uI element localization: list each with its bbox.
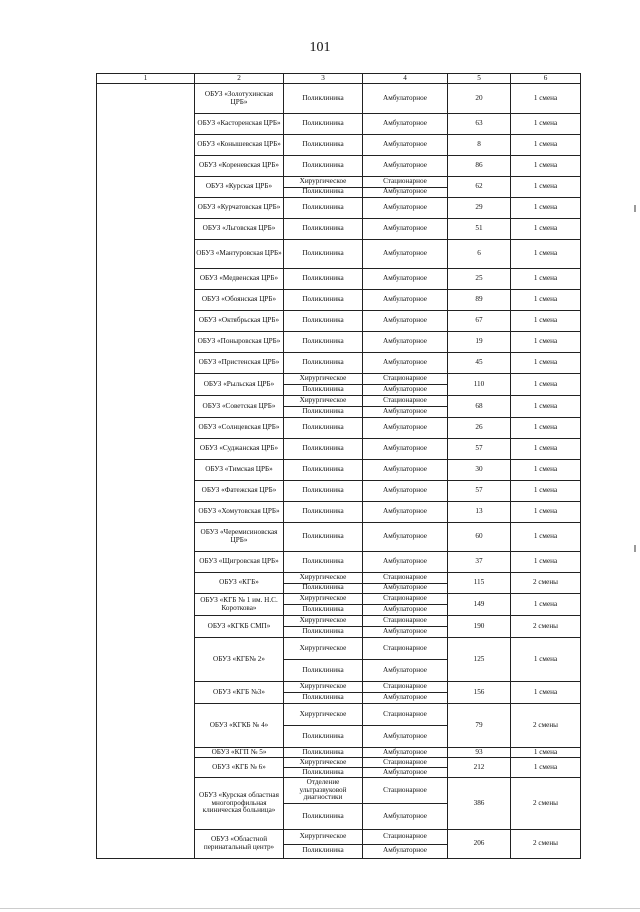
care-type-cell: Амбулаторное [363,481,448,502]
care-type-cell: Стационарное [363,396,448,407]
department-cell: Хирургическое [284,396,363,407]
department-cell: Поликлиника [284,844,363,859]
shift-cell: 1 смена [511,114,581,135]
count-cell: 212 [448,758,511,778]
organization-cell: ОБУЗ «Льговская ЦРБ» [195,219,284,240]
shift-cell: 2 смены [511,830,581,859]
department-cell: Хирургическое [284,177,363,188]
care-type-cell: Стационарное [363,573,448,584]
shift-cell: 2 смены [511,704,581,748]
organization-cell: ОБУЗ «Конышевская ЦРБ» [195,135,284,156]
care-type-cell: Амбулаторное [363,156,448,177]
department-cell: Хирургическое [284,704,363,726]
organization-cell: ОБУЗ «КГКБ № 4» [195,704,284,748]
count-cell: 67 [448,311,511,332]
count-cell: 26 [448,418,511,439]
shift-cell: 1 смена [511,502,581,523]
care-type-cell: Стационарное [363,778,448,804]
count-cell: 60 [448,523,511,552]
care-type-cell: Амбулаторное [363,552,448,573]
care-type-cell: Амбулаторное [363,385,448,396]
count-cell: 8 [448,135,511,156]
care-type-cell: Амбулаторное [363,84,448,114]
care-type-cell: Стационарное [363,758,448,768]
organization-cell: ОБУЗ «Областной перинатальный центр» [195,830,284,859]
count-cell: 125 [448,638,511,682]
shift-cell: 1 смена [511,332,581,353]
table-row [97,84,581,114]
department-cell: Поликлиника [284,84,363,114]
count-cell: 93 [448,748,511,758]
department-cell: Хирургическое [284,573,363,584]
shift-cell: 1 смена [511,748,581,758]
organization-cell: ОБУЗ «Рыльская ЦРБ» [195,374,284,396]
shift-cell: 2 смены [511,616,581,638]
care-type-cell: Стационарное [363,638,448,660]
shift-cell: 1 смена [511,758,581,778]
shift-cell: 1 смена [511,594,581,616]
department-cell: Поликлиника [284,523,363,552]
department-cell: Поликлиника [284,418,363,439]
shift-cell: 1 смена [511,290,581,311]
count-cell: 57 [448,439,511,460]
count-cell: 89 [448,290,511,311]
margin-mark [634,545,636,552]
organization-cell: ОБУЗ «Черемисиновская ЦРБ» [195,523,284,552]
count-cell: 86 [448,156,511,177]
organization-cell: ОБУЗ «Хомутовская ЦРБ» [195,502,284,523]
organization-cell: ОБУЗ «Щигровская ЦРБ» [195,552,284,573]
department-cell: Хирургическое [284,594,363,605]
shift-cell: 1 смена [511,374,581,396]
care-type-cell: Амбулаторное [363,583,448,594]
shift-cell: 2 смены [511,573,581,594]
organization-cell: ОБУЗ «Касторенская ЦРБ» [195,114,284,135]
count-cell: 206 [448,830,511,859]
organization-cell: ОБУЗ «Солнцевская ЦРБ» [195,418,284,439]
department-cell: Поликлиника [284,726,363,748]
department-cell: Поликлиника [284,407,363,418]
organization-cell: ОБУЗ «Мантуровская ЦРБ» [195,240,284,269]
organization-cell: ОБУЗ «Курская ЦРБ» [195,177,284,198]
department-cell: Хирургическое [284,638,363,660]
department-cell: Поликлиника [284,502,363,523]
margin-mark [634,205,636,212]
organization-cell: ОБУЗ «КГБ №3» [195,682,284,704]
count-cell: 6 [448,240,511,269]
department-cell: Поликлиника [284,768,363,778]
department-cell: Поликлиника [284,198,363,219]
care-type-cell: Амбулаторное [363,240,448,269]
shift-cell: 2 смены [511,778,581,830]
organization-cell: ОБУЗ «Суджанская ЦРБ» [195,439,284,460]
care-type-cell: Стационарное [363,616,448,627]
department-cell: Поликлиника [284,269,363,290]
shift-cell: 1 смена [511,481,581,502]
department-cell: Поликлиника [284,552,363,573]
shift-cell: 1 смена [511,460,581,481]
shift-cell: 1 смена [511,552,581,573]
department-cell: Поликлиника [284,583,363,594]
care-type-cell: Амбулаторное [363,407,448,418]
organization-cell: ОБУЗ «Обоянская ЦРБ» [195,290,284,311]
department-cell: Отделение ультразвуковой диагностики [284,778,363,804]
table-body [97,74,581,859]
organization-cell: ОБУЗ «Кореневская ЦРБ» [195,156,284,177]
department-cell: Хирургическое [284,616,363,627]
count-cell: 20 [448,84,511,114]
shift-cell: 1 смена [511,269,581,290]
department-cell: Поликлиника [284,748,363,758]
care-type-cell: Амбулаторное [363,332,448,353]
department-cell: Поликлиника [284,605,363,616]
header-cell: 1 [97,74,195,84]
care-type-cell: Стационарное [363,177,448,188]
department-cell: Поликлиника [284,460,363,481]
care-type-cell: Стационарное [363,830,448,845]
header-cell: 2 [195,74,284,84]
care-type-cell: Амбулаторное [363,748,448,758]
care-type-cell: Амбулаторное [363,418,448,439]
care-type-cell: Амбулаторное [363,135,448,156]
count-cell: 30 [448,460,511,481]
department-cell: Поликлиника [284,481,363,502]
shift-cell: 1 смена [511,418,581,439]
department-cell: Поликлиника [284,240,363,269]
organization-cell: ОБУЗ «Золотухинская ЦРБ» [195,84,284,114]
department-cell: Поликлиника [284,311,363,332]
organization-cell: ОБУЗ «КГП № 5» [195,748,284,758]
header-cell: 5 [448,74,511,84]
care-type-cell: Амбулаторное [363,311,448,332]
care-type-cell: Амбулаторное [363,768,448,778]
organization-cell: ОБУЗ «КГБ» [195,573,284,594]
count-cell: 62 [448,177,511,198]
shift-cell: 1 смена [511,638,581,682]
care-type-cell: Стационарное [363,374,448,385]
shift-cell: 1 смена [511,135,581,156]
count-cell: 51 [448,219,511,240]
count-cell: 13 [448,502,511,523]
count-cell: 190 [448,616,511,638]
shift-cell: 1 смена [511,353,581,374]
organization-cell: ОБУЗ «Курская областная многопрофильная клиническая больница» [195,778,284,830]
page-number: 101 [309,40,331,55]
shift-cell: 1 смена [511,156,581,177]
count-cell: 37 [448,552,511,573]
department-cell: Поликлиника [284,627,363,638]
table-header-row [97,74,581,84]
care-type-cell: Амбулаторное [363,353,448,374]
count-cell: 29 [448,198,511,219]
count-cell: 19 [448,332,511,353]
shift-cell: 1 смена [511,177,581,198]
organization-cell: ОБУЗ «Советская ЦРБ» [195,396,284,418]
department-cell: Поликлиника [284,135,363,156]
organization-cell: ОБУЗ «Тимская ЦРБ» [195,460,284,481]
organization-cell: ОБУЗ «Курчатовская ЦРБ» [195,198,284,219]
count-cell: 25 [448,269,511,290]
organization-cell: ОБУЗ «Медвенская ЦРБ» [195,269,284,290]
department-cell: Хирургическое [284,682,363,693]
shift-cell: 1 смена [511,198,581,219]
header-cell: 3 [284,74,363,84]
shift-cell: 1 смена [511,240,581,269]
count-cell: 149 [448,594,511,616]
care-type-cell: Амбулаторное [363,187,448,198]
shift-cell: 1 смена [511,523,581,552]
care-type-cell: Амбулаторное [363,114,448,135]
care-type-cell: Стационарное [363,682,448,693]
department-cell: Поликлиника [284,804,363,830]
count-cell: 386 [448,778,511,830]
institutions-table [96,73,581,859]
care-type-cell: Амбулаторное [363,693,448,704]
department-cell: Поликлиника [284,187,363,198]
organization-cell: ОБУЗ «Октябрьская ЦРБ» [195,311,284,332]
department-cell: Хирургическое [284,830,363,845]
care-type-cell: Амбулаторное [363,726,448,748]
count-cell: 45 [448,353,511,374]
department-cell: Поликлиника [284,693,363,704]
page-bottom-edge [0,908,640,909]
department-cell: Поликлиника [284,332,363,353]
care-type-cell: Стационарное [363,704,448,726]
care-type-cell: Стационарное [363,594,448,605]
header-cell: 6 [511,74,581,84]
care-type-cell: Амбулаторное [363,502,448,523]
blank-column-cell [97,84,195,859]
care-type-cell: Амбулаторное [363,627,448,638]
organization-cell: ОБУЗ «КГКБ СМП» [195,616,284,638]
count-cell: 156 [448,682,511,704]
count-cell: 79 [448,704,511,748]
shift-cell: 1 смена [511,311,581,332]
organization-cell: ОБУЗ «КГБ № 6» [195,758,284,778]
department-cell: Поликлиника [284,114,363,135]
department-cell: Поликлиника [284,385,363,396]
department-cell: Поликлиника [284,660,363,682]
organization-cell: ОБУЗ «Пристенская ЦРБ» [195,353,284,374]
shift-cell: 1 смена [511,396,581,418]
care-type-cell: Амбулаторное [363,198,448,219]
care-type-cell: Амбулаторное [363,844,448,859]
care-type-cell: Амбулаторное [363,219,448,240]
count-cell: 115 [448,573,511,594]
care-type-cell: Амбулаторное [363,460,448,481]
organization-cell: ОБУЗ «КГБ № 1 им. Н.С. Короткова» [195,594,284,616]
department-cell: Поликлиника [284,439,363,460]
care-type-cell: Амбулаторное [363,804,448,830]
department-cell: Поликлиника [284,290,363,311]
count-cell: 63 [448,114,511,135]
shift-cell: 1 смена [511,682,581,704]
count-cell: 110 [448,374,511,396]
shift-cell: 1 смена [511,84,581,114]
department-cell: Хирургическое [284,374,363,385]
organization-cell: ОБУЗ «Поныровская ЦРБ» [195,332,284,353]
care-type-cell: Амбулаторное [363,269,448,290]
organization-cell: ОБУЗ «Фатежская ЦРБ» [195,481,284,502]
care-type-cell: Амбулаторное [363,439,448,460]
care-type-cell: Амбулаторное [363,523,448,552]
count-cell: 57 [448,481,511,502]
organization-cell: ОБУЗ «КГБ№ 2» [195,638,284,682]
care-type-cell: Амбулаторное [363,660,448,682]
department-cell: Поликлиника [284,156,363,177]
department-cell: Поликлиника [284,219,363,240]
header-cell: 4 [363,74,448,84]
care-type-cell: Амбулаторное [363,605,448,616]
department-cell: Поликлиника [284,353,363,374]
care-type-cell: Амбулаторное [363,290,448,311]
count-cell: 68 [448,396,511,418]
department-cell: Хирургическое [284,758,363,768]
shift-cell: 1 смена [511,219,581,240]
shift-cell: 1 смена [511,439,581,460]
